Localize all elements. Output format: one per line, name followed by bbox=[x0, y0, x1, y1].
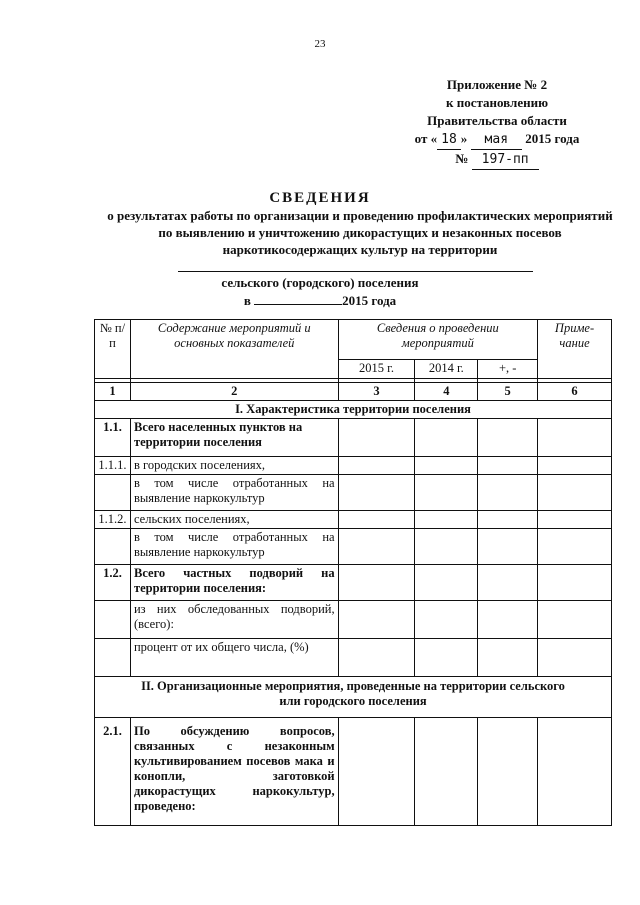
table-row: 1.2. Всего частных подворий на территории поселения: bbox=[95, 565, 612, 601]
appendix-line-2: к постановлению bbox=[445, 95, 549, 110]
table-row: 2.1. По обсуждению вопросов, связанных с незаконным культивированием посевов мака и конопли, заготовкой дикорастущих наркокультур, проведено: bbox=[95, 718, 612, 826]
month-blank bbox=[254, 292, 342, 305]
year-line: в 2015 года bbox=[243, 293, 397, 308]
table-row: из них обследованных подворий, (всего): bbox=[95, 601, 612, 639]
settlement-label: сельского (городского) поселения bbox=[221, 275, 419, 290]
appendix-date: от « 18 » мая 2015 года bbox=[372, 130, 622, 150]
column-number-row: 1 2 3 4 5 6 bbox=[95, 383, 612, 401]
table-row: в том числе отработанных на выявление наркокультур bbox=[95, 475, 612, 511]
header-diff: +, - bbox=[478, 360, 538, 379]
appendix-line-3: Правительства области bbox=[427, 113, 567, 128]
settlement-blank-line bbox=[178, 271, 533, 272]
report-table bbox=[94, 319, 612, 826]
table-row: 1.1.1. в городских поселениях, bbox=[95, 457, 612, 475]
document-title: СВЕДЕНИЯ bbox=[269, 190, 371, 206]
header-content: Содержание мероприятий и основных показателей bbox=[130, 320, 338, 379]
header-num: № п/п bbox=[95, 320, 131, 379]
table-row: процент от их общего числа, (%) bbox=[95, 639, 612, 677]
header-2015: 2015 г. bbox=[338, 360, 415, 379]
appendix-number: № 197-пп bbox=[372, 150, 622, 170]
section-1-heading-row bbox=[95, 401, 612, 419]
appendix-month: мая bbox=[471, 131, 522, 150]
header-2014: 2014 г. bbox=[415, 360, 478, 379]
header-note: Приме-чание bbox=[538, 320, 612, 379]
table-row: 1.1. Всего населенных пунктов на территории поселения bbox=[95, 419, 612, 457]
header-info: Сведения о проведении мероприятий bbox=[338, 320, 537, 360]
document-subtitle: о результатах работы по организации и проведению профилактических мероприятий по выявлению и уничтожению дикорастущих и незаконных посевов наркотикосодержащих культур на территории bbox=[107, 208, 613, 257]
section-1-heading: I. Характеристика территории поселения bbox=[95, 401, 612, 419]
appendix-block bbox=[372, 76, 622, 170]
table-row: 1.1.2. сельских поселениях, bbox=[95, 511, 612, 529]
table-row: в том числе отработанных на выявление наркокультур bbox=[95, 529, 612, 565]
appendix-line-1: Приложение № 2 bbox=[446, 77, 548, 92]
appendix-day: 18 bbox=[437, 131, 461, 150]
appendix-number-value: 197-пп bbox=[472, 151, 539, 170]
section-2-heading-row bbox=[95, 677, 612, 718]
header-row bbox=[95, 320, 612, 360]
page-number: 23 bbox=[314, 38, 326, 50]
section-2-heading: II. Организационные мероприятия, проведенные на территории сельского или городского поселения bbox=[95, 677, 612, 718]
